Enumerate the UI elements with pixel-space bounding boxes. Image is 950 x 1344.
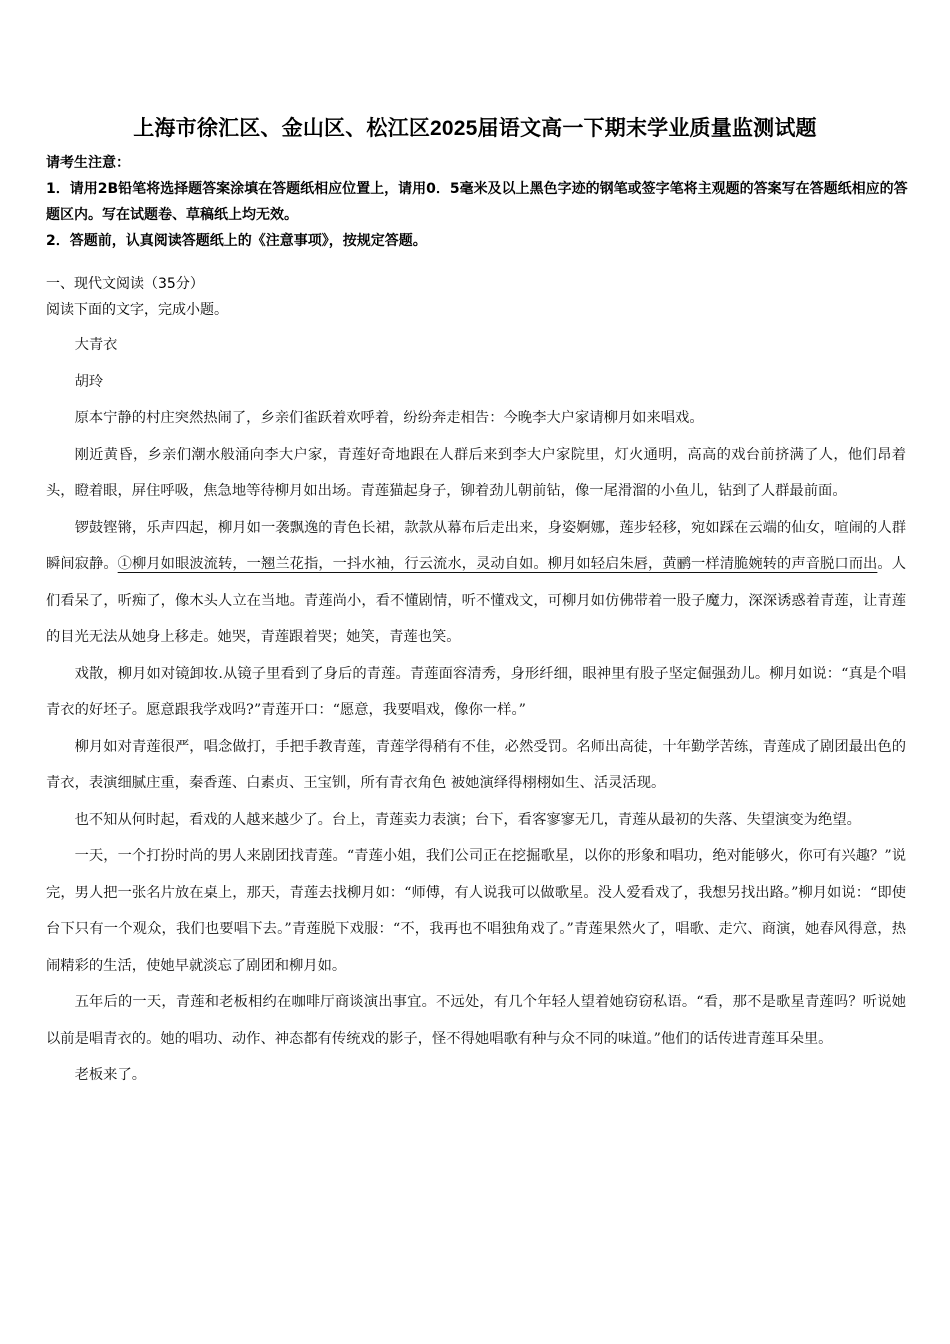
article-title: 大青衣 [74, 337, 118, 353]
paragraph-text: 锣鼓铿锵，乐声四起，柳月如一袭飘逸的青色长裙，款款从幕布后走出来，身姿婀娜，莲步轻移，宛如踩在云端的仙女，喧闹的人群瞬间寂静。 [46, 519, 906, 572]
paragraph: 也不知从何时起，看戏的人越来越少了。台上，青莲卖力表演；台下，看客寥寥无几，青莲从最初的失落、失望演变为绝望。 [74, 811, 861, 828]
underlined-sentence-1: ①柳月如眼波流转，一翘兰花指，一抖水袖，行云流水，灵动自如。柳月如轻启朱唇，黄鹂一样清脆婉转的声音脱口而出 [117, 556, 878, 572]
paragraph: 戏散，柳月如对镜卸妆.从镜子里看到了身后的青莲。青莲面容清秀，身形纤细，眼神里有股子坚定倔强劲儿。柳月如说：“真是个唱青衣的好坯子。愿意跟我学戏吗?”青莲开口：“愿意，我要唱戏，像你一样。” [46, 665, 906, 718]
exam-title: 上海市徐汇区、金山区、松江区2025届语文高一下期末学业质量监测试题 [133, 117, 817, 140]
notice-item-2: 2．答题前，认真阅读答题纸上的《注意事项》，按规定答题。 [46, 233, 427, 249]
paragraph: 柳月如对青莲很严，唱念做打，手把手教青莲，青莲学得稍有不佳，必然受罚。名师出高徒，十年勤学苦练，青莲成了剧团最出色的青衣，表演细腻庄重，秦香莲、白素贞、王宝钏，所有青衣角色 被她演绎得栩栩如生、活灵活现。 [46, 738, 906, 791]
article-body [46, 327, 906, 1094]
paragraph: 刚近黄昏，乡亲们潮水般涌向李大户家，青莲好奇地跟在人群后来到李大户家院里，灯火通明，高高的戏台前挤满了人，他们昂着头，瞪着眼，屏住呼吸，焦急地等待柳月如出场。青莲猫起身子，铆着劲儿朝前钻，像一尾滑溜的小鱼儿，钻到了人群最前面。 [46, 446, 906, 499]
section-instruction: 阅读下面的文字，完成小题。 [46, 302, 228, 318]
paragraph: 原本宁静的村庄突然热闹了，乡亲们雀跃着欢呼着，纷纷奔走相告：今晚李大户家请柳月如来唱戏。 [74, 410, 704, 426]
paragraph-text: 。人们看呆了，听痴了，像木头人立在当地。青莲尚小，看不懂剧情，听不懂戏文，可柳月如仿佛带着一股子魔力，深深诱惑着青莲，让青莲的目光无法从她身上移走。她哭，青莲跟着哭；她笑，青莲也笑。 [46, 556, 907, 645]
notice-heading: 请考生注意： [46, 155, 130, 171]
article-author: 胡玲 [74, 373, 104, 390]
section-header [46, 271, 908, 323]
paragraph: 五年后的一天，青莲和老板相约在咖啡厅商谈演出事宜。不远处，有几个年轻人望着她窃窃私语。“看，那不是歌星青莲吗？听说她以前是唱青衣的。她的唱功、动作、神态都有传统戏的影子，怪不得她唱歌有种与众不同的味道。”他们的话传进青莲耳朵里。 [46, 994, 906, 1047]
section-title: 一、现代文阅读（35分） [46, 276, 204, 292]
paragraph: 老板来了。 [74, 1067, 147, 1083]
paragraph: 一天，一个打扮时尚的男人来剧团找青莲。“青莲小姐，我们公司正在挖掘歌星，以你的形象和唱功，绝对能够火，你可有兴趣？”说完，男人把一张名片放在桌上，那天，青莲去找柳月如：“师傅，有人说我可以做歌星。没人爱看戏了，我想另找出路。”柳月如说：“即使台下只有一个观众，我们也要唱下去。”青莲脱下戏服：“不，我再也不唱独角戏了。”青莲果然火了，唱歌、走穴、商演，她春风得意，热闹精彩的生活，使她早就淡忘了剧团和柳月如。 [46, 848, 906, 974]
notice-item-1: 1．请用2B铅笔将选择题答案涂填在答题纸相应位置上，请用0．5毫米及以上黑色字迹的钢笔或签字笔将主观题的答案写在答题纸相应的答题区内。写在试题卷、草稿纸上均无效。 [46, 181, 908, 223]
candidate-notice [46, 150, 908, 254]
paragraph-with-underline [46, 510, 906, 656]
